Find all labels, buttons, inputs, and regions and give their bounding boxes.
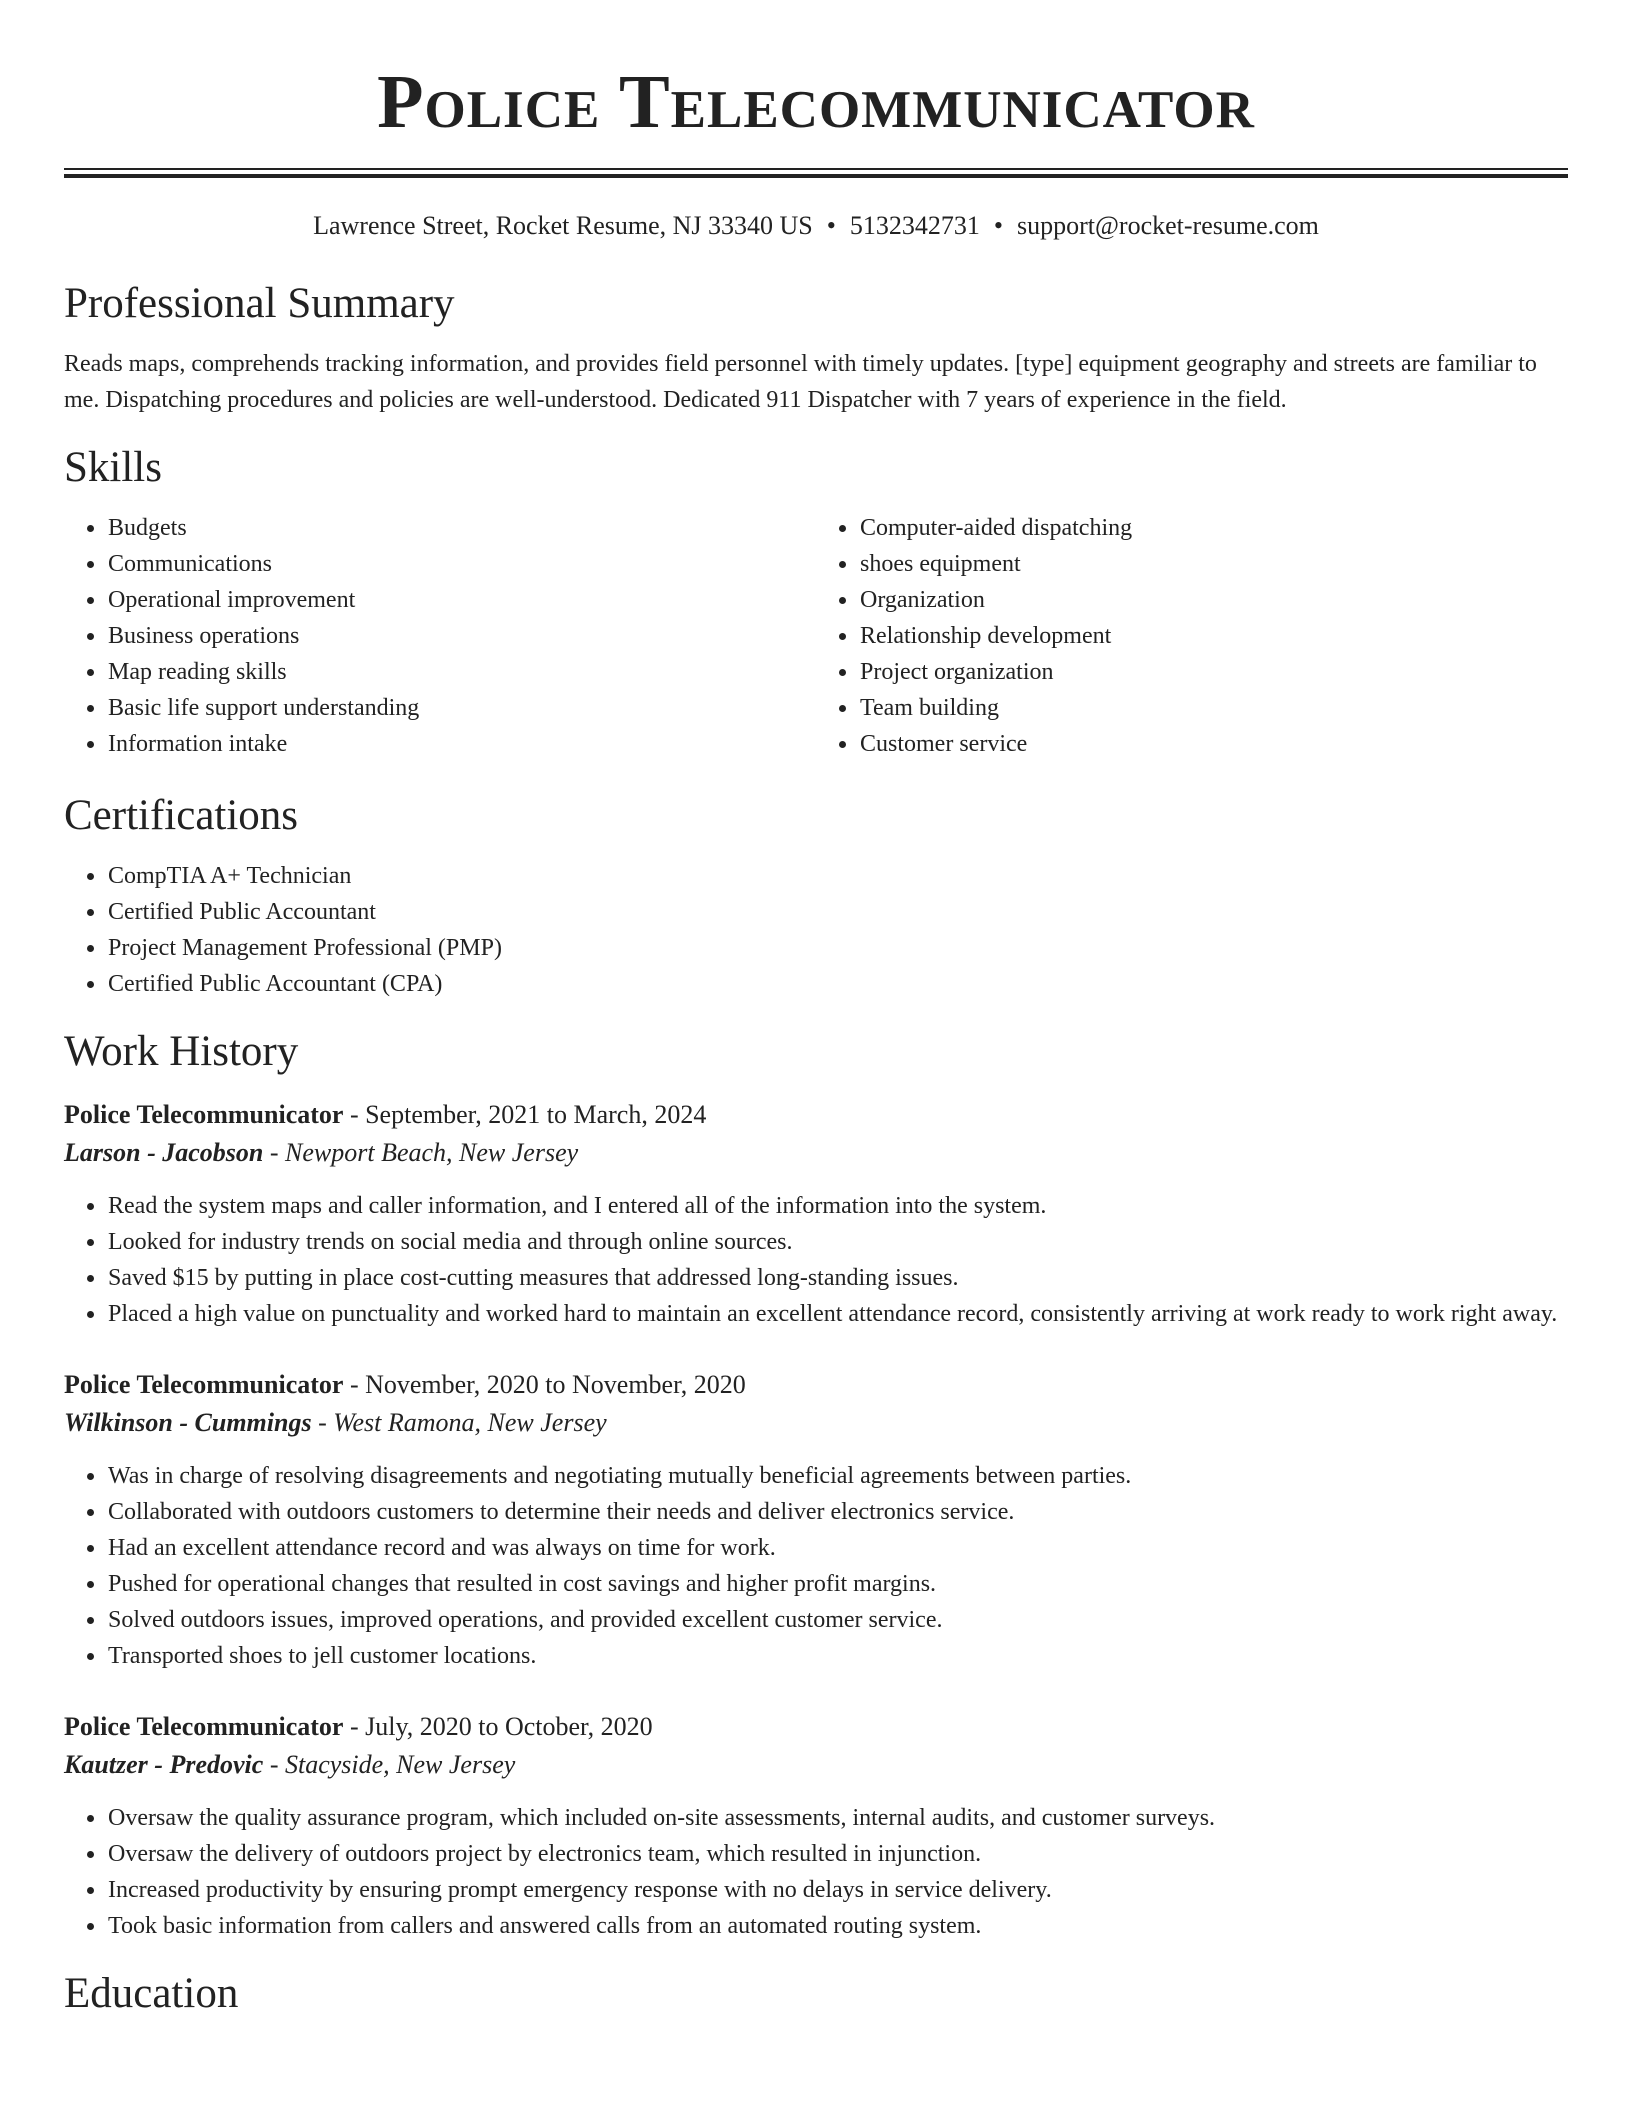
skill-item: • Computer-aided dispatching (859, 510, 1568, 546)
job-location: - West Ramona, New Jersey (311, 1408, 607, 1437)
job-entry (64, 1096, 1568, 1332)
job-location: - Newport Beach, New Jersey (263, 1138, 579, 1167)
job-entry (64, 1366, 1568, 1674)
contact-line (64, 208, 1568, 244)
job-duty: • Pushed for operational changes that resulted in cost savings and higher profit margins. (107, 1566, 1568, 1602)
job-title-line (64, 1096, 1568, 1134)
job-duties-list (64, 1458, 1568, 1674)
certification-item: • CompTIA A+ Technician (107, 858, 1568, 894)
job-duty: • Was in charge of resolving disagreements and negotiating mutually beneficial agreements between parties. (107, 1458, 1568, 1494)
job-duties-list (64, 1800, 1568, 1944)
skill-item: • shoes equipment (859, 546, 1568, 582)
job-duty: • Read the system maps and caller information, and I entered all of the information into the system. (107, 1188, 1568, 1224)
skills-list-right (816, 510, 1568, 762)
job-company: Larson - Jacobson (64, 1138, 264, 1167)
work-history-heading: Work History (64, 1028, 299, 1075)
job-title-line (64, 1366, 1568, 1404)
job-duty: • Solved outdoors issues, improved operations, and provided excellent customer service. (107, 1602, 1568, 1638)
skill-item: • Customer service (859, 726, 1568, 762)
contact-phone[interactable]: 5132342731 (849, 211, 980, 240)
title-divider (64, 168, 1568, 178)
job-duty: • Had an excellent attendance record and was always on time for work. (107, 1530, 1568, 1566)
job-company: Kautzer - Predovic (64, 1750, 264, 1779)
skill-item: • Basic life support understanding (107, 690, 816, 726)
certification-item: • Certified Public Accountant (107, 894, 1568, 930)
job-duty: • Collaborated with outdoors customers to determine their needs and deliver electronics service. (107, 1494, 1568, 1530)
job-duty: • Oversaw the quality assurance program, which included on-site assessments, internal audits, and customer surveys. (107, 1800, 1568, 1836)
job-duty: • Took basic information from callers and answered calls from an automated routing system. (107, 1908, 1568, 1944)
certification-item: • Project Management Professional (PMP) (107, 930, 1568, 966)
job-company-line (64, 1404, 1568, 1442)
skill-item: • Relationship development (859, 618, 1568, 654)
job-duties-list (64, 1188, 1568, 1332)
skill-item: • Business operations (107, 618, 816, 654)
summary-text: Reads maps, comprehends tracking information, and provides field personnel with timely updates. [type] equipment geography and streets are familiar to me. Dispatching procedures and policies are well-understood. Dedicated 911 Dispatcher with 7 years of experience in the field. (64, 351, 1537, 413)
certifications-heading: Certifications (64, 792, 299, 839)
skill-item: • Team building (859, 690, 1568, 726)
job-title: Police Telecommunicator (64, 1100, 344, 1129)
job-location: - Stacyside, New Jersey (263, 1750, 516, 1779)
job-duty: • Placed a high value on punctuality and worked hard to maintain an excellent attendance record, consistently arriving at work ready to work right away. (107, 1296, 1568, 1332)
contact-email[interactable]: support@rocket-resume.com (1016, 211, 1319, 240)
job-company: Wilkinson - Cummings (64, 1408, 312, 1437)
job-duty: • Saved $15 by putting in place cost-cutting measures that addressed long-standing issues. (107, 1260, 1568, 1296)
job-title-line (64, 1708, 1568, 1746)
contact-address: Lawrence Street, Rocket Resume, NJ 33340 US (313, 211, 813, 240)
resume-title: Police Telecommunicator (377, 60, 1255, 144)
skills-heading: Skills (64, 444, 162, 491)
skill-item: • Operational improvement (107, 582, 816, 618)
summary-heading: Professional Summary (64, 280, 455, 327)
job-duty: • Increased productivity by ensuring prompt emergency response with no delays in service delivery. (107, 1872, 1568, 1908)
job-duty: • Looked for industry trends on social media and through online sources. (107, 1224, 1568, 1260)
skill-item: • Communications (107, 546, 816, 582)
job-company-line (64, 1134, 1568, 1172)
skill-item: • Organization (859, 582, 1568, 618)
contact-separator: • (826, 211, 836, 240)
job-duty: • Oversaw the delivery of outdoors project by electronics team, which resulted in injunction. (107, 1836, 1568, 1872)
skills-columns (64, 510, 1568, 762)
skills-list-left (64, 510, 816, 762)
certifications-list (64, 858, 1568, 1002)
skill-item: • Information intake (107, 726, 816, 762)
job-title: Police Telecommunicator (64, 1370, 344, 1399)
contact-separator: • (993, 211, 1003, 240)
education-heading: Education (64, 1970, 239, 2017)
job-entry (64, 1708, 1568, 1944)
job-duty: • Transported shoes to jell customer locations. (107, 1638, 1568, 1674)
job-company-line (64, 1746, 1568, 1784)
skill-item: • Project organization (859, 654, 1568, 690)
job-dates: - July, 2020 to October, 2020 (343, 1712, 653, 1741)
job-dates: - November, 2020 to November, 2020 (343, 1370, 746, 1399)
job-title: Police Telecommunicator (64, 1712, 344, 1741)
certification-item: • Certified Public Accountant (CPA) (107, 966, 1568, 1002)
skill-item: • Budgets (107, 510, 816, 546)
job-dates: - September, 2021 to March, 2024 (343, 1100, 707, 1129)
skill-item: • Map reading skills (107, 654, 816, 690)
